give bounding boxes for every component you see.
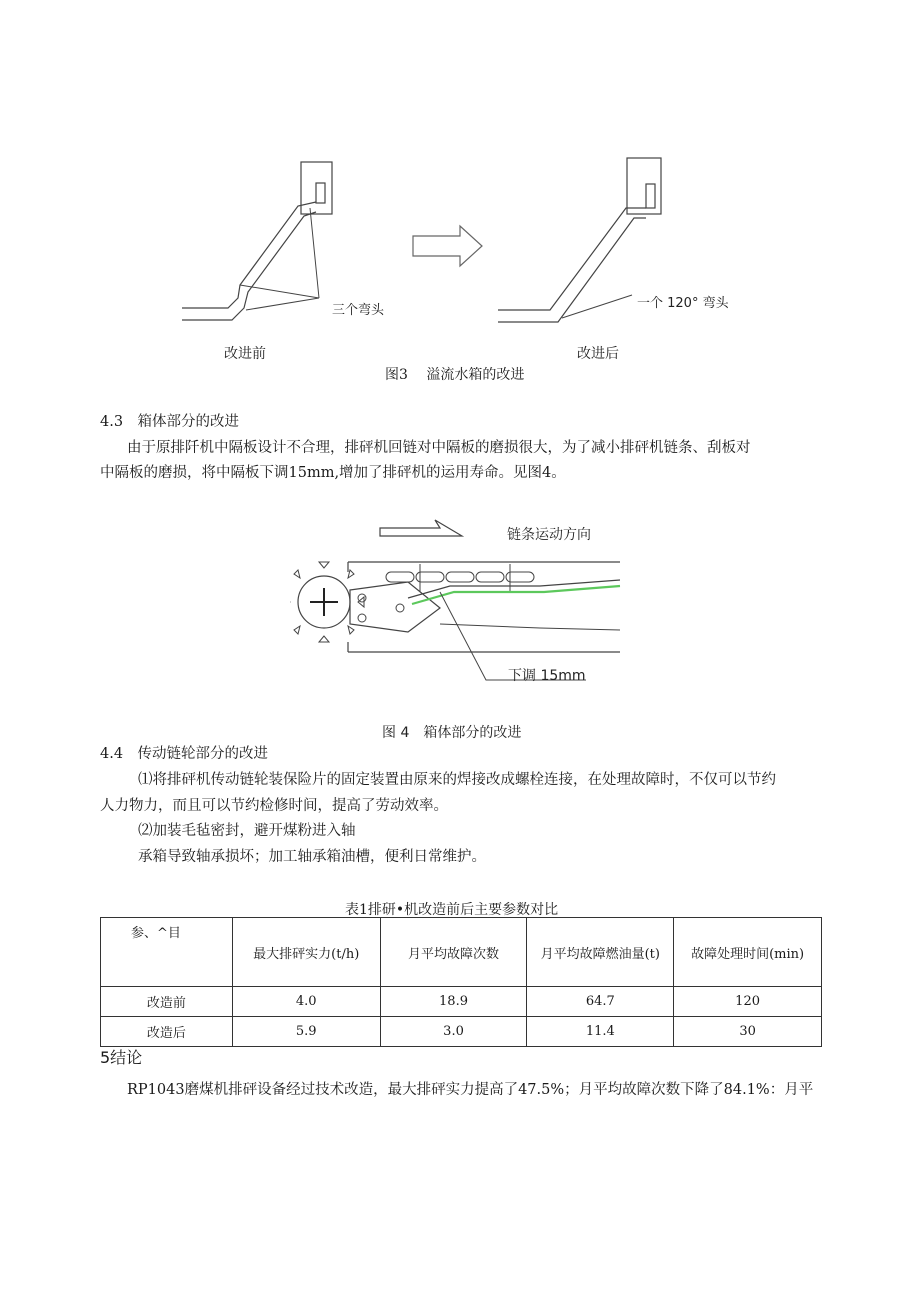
pipe-before xyxy=(182,202,316,308)
table1-caption: 表1排研•机改造前后主要参数对比 xyxy=(345,902,559,918)
tank-inlet-after xyxy=(646,184,655,208)
row-label-before: 改造前 xyxy=(101,987,233,1017)
cell-value: 3.0 xyxy=(380,1017,527,1047)
header-monthly-faults: 月平均故障次数 xyxy=(380,918,527,987)
figure3-caption: 图3 溢流水箱的改进 xyxy=(385,367,525,383)
figure4-caption: 图 4 箱体部分的改进 xyxy=(382,725,522,741)
section-4-3-para-line2: 中隔板的磨损，将中隔板下调15mm,增加了排砰机的运用寿命。见图4。 xyxy=(100,465,566,481)
table-row xyxy=(101,1017,822,1047)
section-4-3-para-line1: 由于原排阡机中隔板设计不合理，排砰机回链对中隔板的磨损很大，为了减小排砰机链条、刮板对 xyxy=(127,440,751,456)
item2-line2: 承箱导致轴承损坏；加工轴承箱油槽，便利日常维护。 xyxy=(138,849,486,865)
item1-line1: ⑴将排砰机传动链轮装保险片的固定装置由原来的焊接改成螺栓连接，在处理故障时，不仅可以节约 xyxy=(138,772,776,788)
tank-box-after xyxy=(627,158,661,214)
label-before-improvement: 改进前 xyxy=(224,346,266,362)
header-repair-time: 故障处理时间(min) xyxy=(674,918,822,987)
comparison-table xyxy=(100,917,822,1047)
section-4-3-heading: 4.3 箱体部分的改进 xyxy=(100,414,240,430)
cell-value: 30 xyxy=(674,1017,822,1047)
header-max-capacity: 最大排砰实力(t/h) xyxy=(232,918,380,987)
item2-line1: ⑵加装毛毡密封，避开煤粉进入轴 xyxy=(138,823,356,839)
cell-value: 5.9 xyxy=(232,1017,380,1047)
pointer-line-after xyxy=(562,295,632,318)
drive-sprocket xyxy=(290,562,364,642)
section-5-heading: 5结论 xyxy=(100,1048,143,1067)
cell-value: 64.7 xyxy=(527,987,674,1017)
partition-lowered xyxy=(412,586,620,604)
cell-value: 120 xyxy=(674,987,822,1017)
tank-inlet-before xyxy=(316,183,325,203)
item1-line2: 人力物力，而且可以节约检修时间，提高了劳动效率。 xyxy=(100,798,448,814)
cell-value: 11.4 xyxy=(527,1017,674,1047)
housing-outline xyxy=(348,562,620,652)
table-row xyxy=(101,987,822,1017)
label-after-improvement: 改进后 xyxy=(577,346,619,362)
annotation-one-bend: 一个 120° 弯头 xyxy=(637,296,729,311)
direction-arrow xyxy=(380,520,462,536)
chain-links xyxy=(386,564,534,592)
section-5-para-line1: RP1043磨煤机排砰设备经过技术改造，最大排砰实力提高了47.5%；月平均故障次数下降了84.1%：月平 xyxy=(127,1082,814,1098)
chain-direction-label: 链条运动方向 xyxy=(507,527,591,543)
drop-15mm-label: 下调 15mm xyxy=(508,668,586,684)
figure3-diagram xyxy=(170,150,770,340)
annotation-three-bends: 三个弯头 xyxy=(332,303,385,318)
row-label-after: 改造后 xyxy=(101,1017,233,1047)
header-monthly-fuel: 月平均故障燃油量(t) xyxy=(527,918,674,987)
table-header-row xyxy=(101,918,822,987)
pointer-lines-before xyxy=(240,208,319,310)
header-item: 参、^目 xyxy=(101,918,233,987)
section-4-4-heading: 4.4 传动链轮部分的改进 xyxy=(100,746,269,762)
cell-value: 18.9 xyxy=(380,987,527,1017)
cell-value: 4.0 xyxy=(232,987,380,1017)
pipe-after xyxy=(498,208,646,310)
improvement-arrow xyxy=(413,226,482,266)
